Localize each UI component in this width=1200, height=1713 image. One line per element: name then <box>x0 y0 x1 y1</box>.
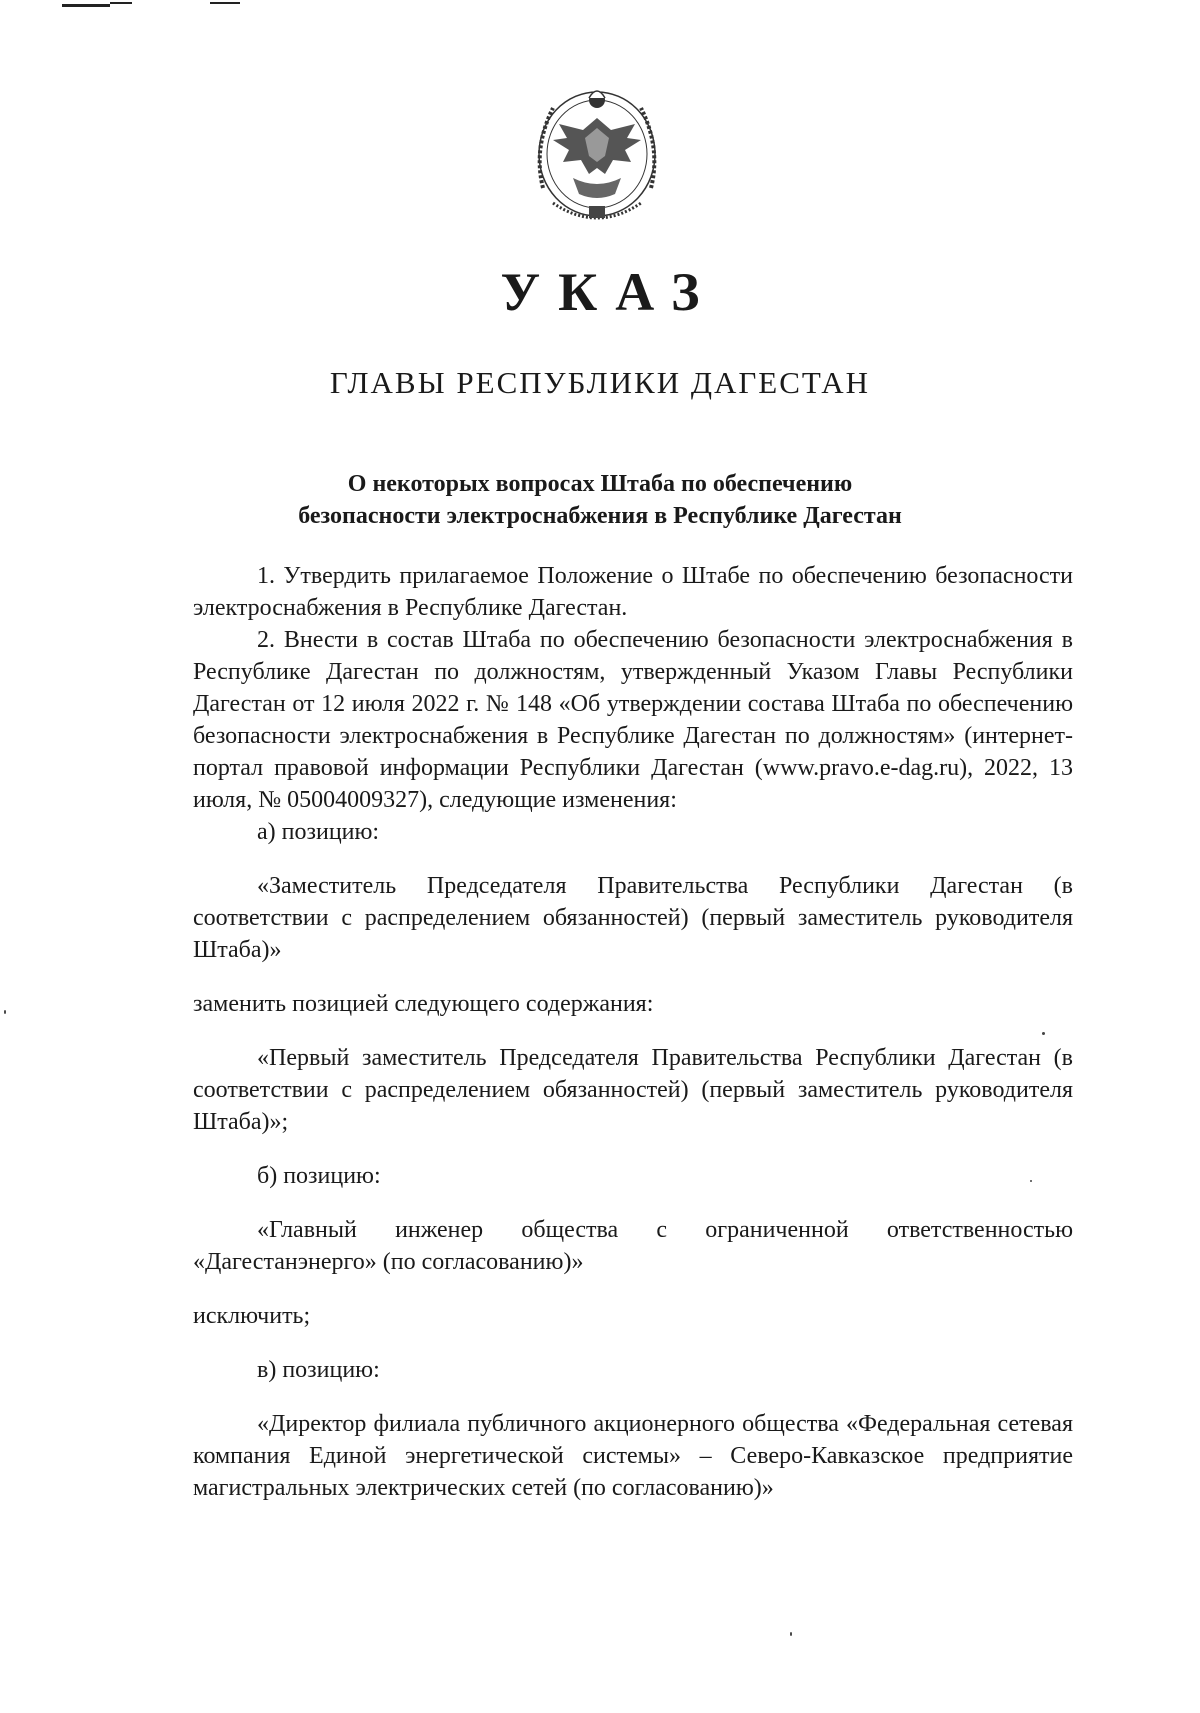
document-title-line: О некоторых вопросах Штаба по обеспечению <box>347 471 853 497</box>
issuer-heading: ГЛАВЫ РЕСПУБЛИКИ ДАГЕСТАН <box>329 365 871 400</box>
document-body <box>193 560 1073 1504</box>
document-type-heading: УКАЗ <box>500 262 718 322</box>
item-a-new: «Первый заместитель Председателя Правительства Республики Дагестан (в соответствии с распределением обязанностей) (первый заместитель руководителя Штаба)»; <box>193 1045 1073 1135</box>
scan-speck <box>790 1632 792 1636</box>
scan-mark <box>210 2 240 4</box>
item-b-quote: «Главный инженер общества с ограниченной ответственностью «Дагестанэнерго» (по согласованию)» <box>193 1217 1073 1275</box>
item-a-quote: «Заместитель Председателя Правительства Республики Дагестан (в соответствии с распределением обязанностей) (первый заместитель руководителя Штаба)» <box>193 873 1073 963</box>
item-a-action: заменить позицией следующего содержания: <box>193 991 654 1017</box>
document-title <box>0 468 1200 532</box>
scan-speck <box>4 1010 6 1014</box>
document-title-line: безопасности электроснабжения в Республике Дагестан <box>298 503 902 529</box>
item-a-label: а) позицию: <box>257 819 380 845</box>
item-c-quote: «Директор филиала публичного акционерного общества «Федеральная сетевая компания Единой энергетической системы» – Северо-Кавказское предприятие магистральных электрических сетей (по согласованию)» <box>193 1411 1073 1501</box>
paragraph-1: 1. Утвердить прилагаемое Положение о Штабе по обеспечению безопасности электроснабжения в Республике Дагестан. <box>193 563 1073 621</box>
dagestan-coat-of-arms-icon <box>523 78 671 236</box>
item-b-label: б) позицию: <box>257 1163 381 1189</box>
item-b-action: исключить; <box>193 1303 311 1329</box>
scan-mark <box>110 2 132 4</box>
paragraph-2: 2. Внести в состав Штаба по обеспечению безопасности электроснабжения в Республике Дагестан по должностям, утвержденный Указом Главы Республики Дагестан от 12 июля 2022 г. № 148 «Об утверждении состава Штаба по обеспечению безопасности электроснабжения в Республике Дагестан по должностям» (интернет-портал правовой информации Республики Дагестан (www.pravo.e-dag.ru), 2022, 13 июля, № 05004009327), следующие изменения: <box>193 627 1073 813</box>
item-c-label: в) позицию: <box>257 1357 380 1383</box>
scan-mark <box>62 4 110 7</box>
